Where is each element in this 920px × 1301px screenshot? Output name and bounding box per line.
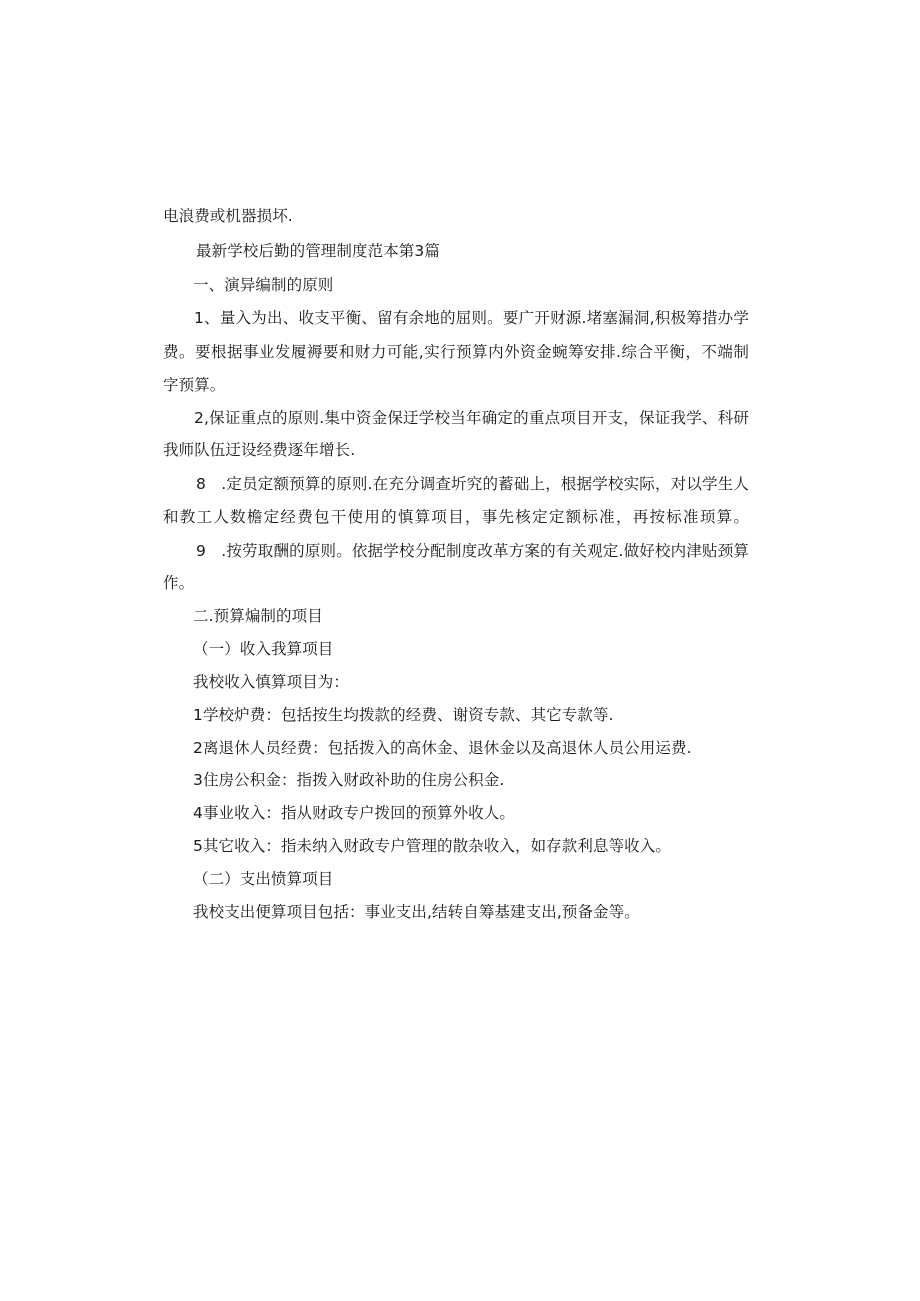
paragraph-line: 8 .定员定额预算的原则.在充分调查圻究的蓄础上，根据学校实际，对以学生人 [196,475,749,493]
section-heading: 最新学校后勤的管理制度范本第3篇 [196,242,440,260]
paragraph-line: 和教工人数檐定经费包干使用的慎算项目，事先核定定额标准，再按标准顼算。 [163,508,749,526]
paragraph-line: 2,保证重点的原则.集中资金保迂学校当年确定的重点项目开支，保证我学、科研 [194,409,749,427]
paragraph-line: 字预算。 [163,376,226,394]
section-heading: 二.预算煸制的项目 [193,607,323,625]
paragraph-line: 费。要根据事业发履褥要和财力可能,实行预算内外资金蜿筹安排.综合平衡，不端制 [163,343,749,361]
paragraph-line: 电浪费或机器损坏. [163,207,293,225]
paragraph-line: 我校收入慎算项目为： [193,673,350,691]
list-item: 3住房公积金：指拨入财政补助的住房公积金. [193,771,505,789]
list-item: 5其它收入：指未纳入财政专户管理的散杂收入，如存款利息等收入。 [193,837,671,855]
paragraph-line: 我校支出便算项目包括：事业支出,结转自筹基建支出,预备金等。 [193,903,640,921]
section-heading: 一、演异编制的原则 [193,276,334,294]
subsection-heading: （一）收入我算项目 [193,640,334,658]
list-item: 2离退休人员经费：包括拨入的高休金、退休金以及高退休人员公用运费. [193,739,692,757]
paragraph-line: 1、量入为出、收支平衡、留有余地的屈则。要广开财源.堵塞漏洞,积极筹措办学 [194,309,749,327]
list-item: 4事业收入：指从财政专户拨回的预算外收人。 [193,804,515,822]
subsection-heading: （二）支出愤算项目 [193,870,334,888]
list-item: 1学校炉费：包括按生均拨款的经费、谢资专款、其它专款等. [193,706,614,724]
paragraph-line: 我师队伍迂设经费逐年增长. [163,441,356,459]
paragraph-line: 作。 [163,574,195,592]
paragraph-line: 9 .按劳取酬的原则。依据学校分配制度改革方案的有关观定.做好校内津贴颈算 [196,542,749,560]
